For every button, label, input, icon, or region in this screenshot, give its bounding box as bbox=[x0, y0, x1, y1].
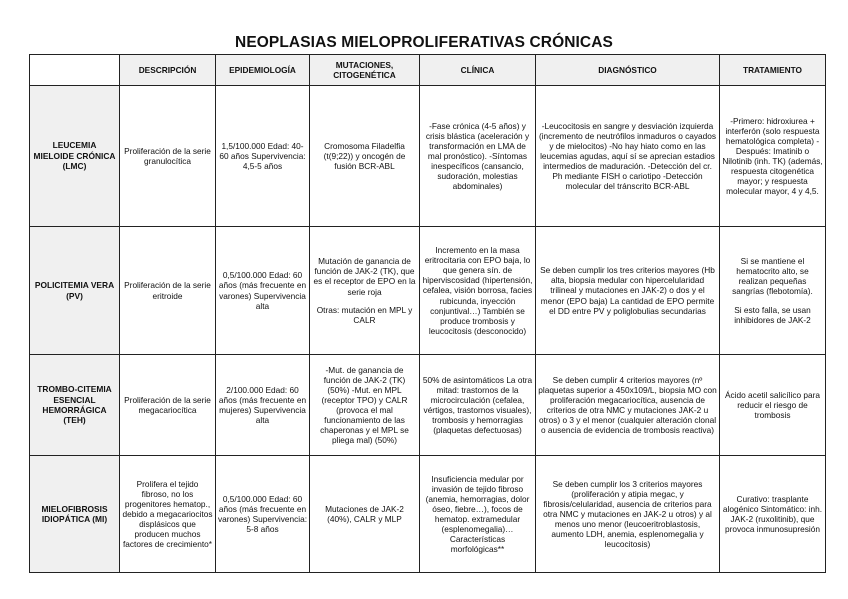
cell-clinica: -Fase crónica (4-5 años) y crisis blástica (aceleración y transformación en LMA de mal pronóstico). -Síntomas inespecíficos (cansancio, sudoración, molestias abdominales) bbox=[420, 86, 536, 227]
cell-descripcion: Proliferación de la serie megacariocítica bbox=[120, 355, 216, 456]
mutaciones-extra: Otras: mutación en MPL y CALR bbox=[316, 304, 413, 325]
col-header-tratamiento: TRATAMIENTO bbox=[720, 55, 826, 86]
summary-table bbox=[29, 54, 826, 573]
cell-clinica: 50% de asintomáticos La otra mitad: trastornos de la microcirculación (cefalea, vértigos, trastornos visuales), trombosis y hemorragias (plaquetas defectuosas) bbox=[420, 355, 536, 456]
col-header-epidemiologia: EPIDEMIOLOGÍA bbox=[216, 55, 310, 86]
tratamiento-main: Si se mantiene el hematocrito alto, se realizan pequeñas sangrías (flebotomía). bbox=[732, 255, 813, 296]
corner-cell bbox=[30, 55, 120, 86]
table-row bbox=[30, 86, 826, 227]
cell-tratamiento: Curativo: trasplante alogénico Sintomático: inh. JAK-2 (ruxolitinib), que provoca inmunosupresión bbox=[720, 456, 826, 573]
cell-descripcion: Proliferación de la serie eritroide bbox=[120, 227, 216, 355]
cell-mutaciones: Cromosoma Filadelfia (t(9;22)) y oncogén de fusión BCR-ABL bbox=[310, 86, 420, 227]
cell-diagnostico: Se deben cumplir los tres criterios mayores (Hb alta, biopsia medular con hipercelularidad trilineal y mutaciones en JAK-2) o dos y el menor (EPO baja) La cantidad de EPO permite el DD entre PV y poliglobulias secundarias bbox=[536, 227, 720, 355]
cell-mutaciones: Mutaciones de JAK-2 (40%), CALR y MLP bbox=[310, 456, 420, 573]
mutaciones-main: Mutación de ganancia de función de JAK-2 (TK), que es el receptor de EPO en la serie roja bbox=[313, 256, 416, 297]
col-header-diagnostico: DIAGNÓSTICO bbox=[536, 55, 720, 86]
row-head-pv: POLICITEMIA VERA (PV) bbox=[30, 227, 120, 355]
cell-clinica: Incremento en la masa eritrocitaria con EPO baja, lo que genera sín. de hiperviscosidad (hipertensión, cefalea, visión borrosa, facies rubicunda, inyección conjuntival…) También se produce trombosis y leucocitosis (desconocido) bbox=[420, 227, 536, 355]
row-head-lmc: LEUCEMIA MIELOIDE CRÓNICA (LMC) bbox=[30, 86, 120, 227]
cell-clinica: Insuficiencia medular por invasión de tejido fibroso (anemia, hemorragias, dolor óseo, fiebre…), focos de hematop. extramedular (esplenomegalia)… Características morfológicas** bbox=[420, 456, 536, 573]
col-header-mutaciones: MUTACIONES, CITOGENÉTICA bbox=[310, 55, 420, 86]
table-row bbox=[30, 355, 826, 456]
col-header-descripcion: DESCRIPCIÓN bbox=[120, 55, 216, 86]
table-row bbox=[30, 227, 826, 355]
cell-mutaciones: -Mut. de ganancia de función de JAK-2 (TK) (50%) -Mut. en MPL (receptor TPO) y CALR (provoca el mal funcionamiento de las chaperonas y el MPL se pliega mal) (50%) bbox=[310, 355, 420, 456]
cell-tratamiento: -Primero: hidroxiurea + interferón (solo respuesta hematológica completa) -Después: Imatinib o Nilotinib (inh. TK) (además, respuesta citogenética mayor; y respuesta molecular mayor, 4 y 4,5. bbox=[720, 86, 826, 227]
cell-tratamiento: Ácido acetil salicílico para reducir el riesgo de trombosis bbox=[720, 355, 826, 456]
header-row bbox=[30, 55, 826, 86]
cell-tratamiento bbox=[720, 227, 826, 355]
tratamiento-extra: Si esto falla, se usan inhibidores de JAK-2 bbox=[734, 305, 811, 326]
table-row bbox=[30, 456, 826, 573]
cell-epidemiologia: 0,5/100.000 Edad: 60 años (más frecuente en varones) Supervivencia alta bbox=[216, 227, 310, 355]
cell-epidemiologia: 0,5/100.000 Edad: 60 años (más frecuente en varones) Supervivencia: 5-8 años bbox=[216, 456, 310, 573]
col-header-clinica: CLÍNICA bbox=[420, 55, 536, 86]
row-head-teh: TROMBO-CITEMIA ESENCIAL HEMORRÁGICA (TEH) bbox=[30, 355, 120, 456]
cell-diagnostico: Se deben cumplir 4 criterios mayores (nº plaquetas superior a 450x109/L, biopsia MO con proliferación megacariocítica, ausencia de criterios de otra NMC y mutaciones JAK-2 u otros) o 3 y el menor (cualquier alteración clonal o ausencia de evidencia de trombosis reactiva) bbox=[536, 355, 720, 456]
row-head-mi: MIELOFIBROSIS IDIOPÁTICA (MI) bbox=[30, 456, 120, 573]
page-title: NEOPLASIAS MIELOPROLIFERATIVAS CRÓNICAS bbox=[235, 34, 613, 51]
cell-descripcion: Prolifera el tejido fibroso, no los progenitores hematop., debido a megacariocitos displásicos que producen muchos factores de crecimiento* bbox=[120, 456, 216, 573]
cell-diagnostico: Se deben cumplir los 3 criterios mayores (proliferación y atipia megac, y fibrosis/celularidad, ausencia de criterios para otra NMC y mutaciones en JAK-2 u otros) y al menos uno menor (leucoeritroblastosis, aumento LDH, anemia, esplenomegalia y leucocitosis) bbox=[536, 456, 720, 573]
cell-mutaciones bbox=[310, 227, 420, 355]
cell-diagnostico: -Leucocitosis en sangre y desviación izquierda (incremento de neutrófilos inmaduros o cayados y de mielocitos) -No hay hiato como en las leucemias agudas, aquí sí se aprecian estadios intermedios de maduración. -Detección del cr. Ph mediante FISH o cariotipo -Detección molecular del tránscrito BCR-ABL bbox=[536, 86, 720, 227]
cell-descripcion: Proliferación de la serie granulocítica bbox=[120, 86, 216, 227]
cell-epidemiologia: 1,5/100.000 Edad: 40-60 años Supervivencia: 4,5-5 años bbox=[216, 86, 310, 227]
cell-epidemiologia: 2/100.000 Edad: 60 años (más frecuente en mujeres) Supervivencia alta bbox=[216, 355, 310, 456]
